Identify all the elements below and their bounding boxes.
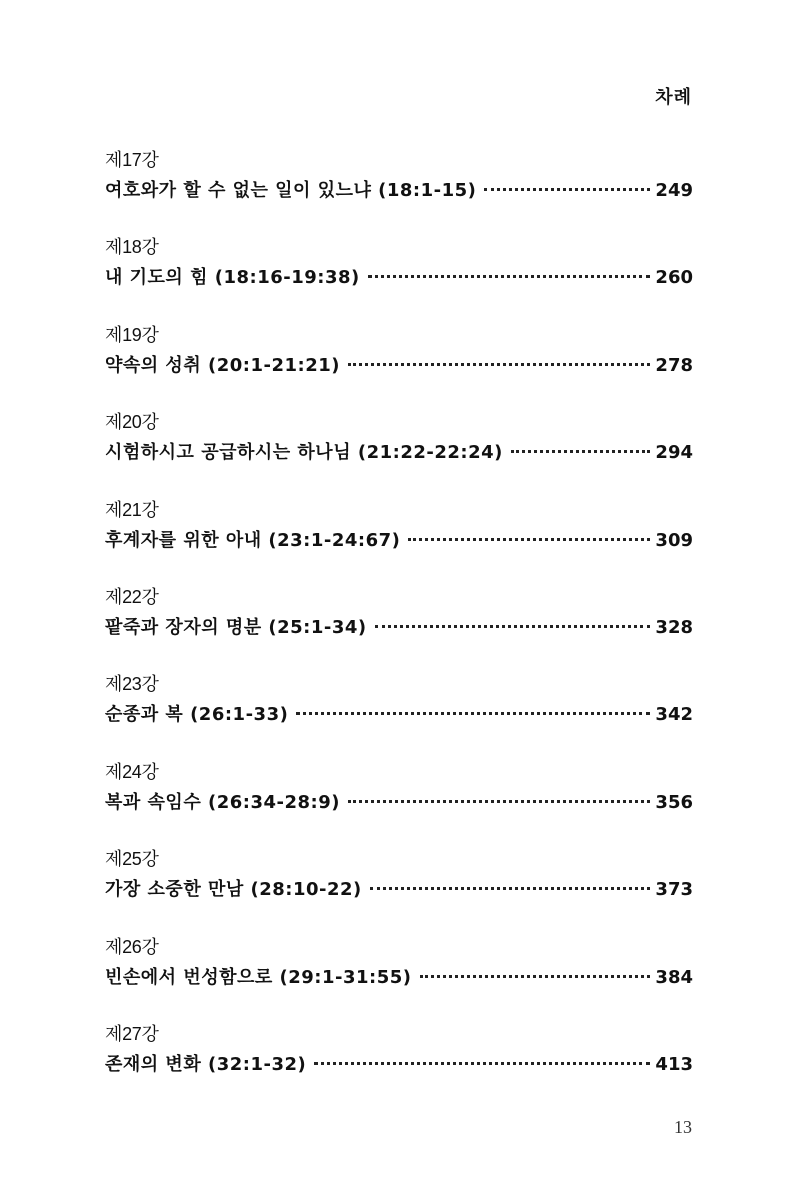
entry-page-number: 342 — [655, 704, 693, 726]
dot-leader — [370, 887, 651, 890]
entry-line — [105, 263, 693, 289]
toc-entry[interactable] — [105, 323, 693, 410]
lecture-number: 제17강 — [105, 150, 159, 170]
toc-entry[interactable] — [105, 760, 693, 847]
entry-page-number: 413 — [655, 1053, 693, 1075]
page-number: 13 — [674, 1117, 692, 1137]
lecture-number: 제21강 — [105, 499, 159, 520]
toc-entry[interactable] — [105, 847, 693, 934]
entry-page-number: 356 — [655, 791, 693, 813]
entry-title: 팥죽과 장자의 명분 (25:1-34) — [105, 616, 367, 638]
toc-entry[interactable] — [105, 148, 693, 235]
table-of-contents — [105, 148, 693, 1109]
entry-page-number: 373 — [655, 879, 693, 901]
lecture-number: 제24강 — [105, 761, 159, 782]
dot-leader — [348, 800, 650, 803]
lecture-number: 제26강 — [105, 936, 159, 957]
entry-title: 여호와가 할 수 없는 일이 있느냐 (18:1-15) — [105, 180, 477, 201]
lecture-number: 제19강 — [105, 324, 159, 345]
entry-title: 순종과 복 (26:1-33) — [105, 704, 289, 726]
entry-page-number: 384 — [655, 966, 693, 988]
entry-page-number: 260 — [655, 267, 693, 289]
entry-line — [105, 700, 693, 726]
entry-line — [105, 613, 693, 639]
entry-title: 존재의 변화 (32:1-32) — [105, 1053, 307, 1075]
entry-line — [105, 1050, 693, 1076]
dot-leader — [314, 1062, 650, 1065]
entry-title: 복과 속임수 (26:34-28:9) — [105, 791, 340, 813]
toc-entry[interactable] — [105, 235, 693, 322]
entry-line — [105, 963, 693, 989]
lecture-number: 제18강 — [105, 237, 159, 258]
entry-line — [105, 788, 693, 814]
entry-page-number: 328 — [655, 616, 693, 638]
lecture-number: 제27강 — [105, 1023, 159, 1044]
toc-entry[interactable] — [105, 672, 693, 759]
entry-line — [105, 176, 693, 202]
entry-line — [105, 351, 693, 377]
entry-page-number: 278 — [655, 354, 693, 376]
dot-leader — [408, 538, 650, 541]
entry-title: 빈손에서 번성함으로 (29:1-31:55) — [105, 966, 412, 988]
entry-line — [105, 526, 693, 552]
dot-leader — [511, 450, 651, 453]
toc-entry[interactable] — [105, 498, 693, 585]
toc-entry[interactable] — [105, 935, 693, 1022]
dot-leader — [420, 975, 651, 978]
entry-title: 시험하시고 공급하시는 하나님 (21:22-22:24) — [105, 442, 503, 464]
toc-entry[interactable] — [105, 1022, 693, 1109]
lecture-number: 제25강 — [105, 849, 159, 870]
entry-page-number: 249 — [655, 180, 693, 201]
entry-title: 가장 소중한 만남 (28:10-22) — [105, 879, 362, 901]
toc-entry[interactable] — [105, 410, 693, 497]
entry-page-number: 294 — [655, 442, 693, 464]
dot-leader — [368, 275, 651, 278]
entry-page-number: 309 — [655, 529, 693, 551]
dot-leader — [375, 625, 651, 628]
entry-title: 내 기도의 힘 (18:16-19:38) — [105, 267, 360, 289]
entry-title: 약속의 성취 (20:1-21:21) — [105, 354, 340, 376]
dot-leader — [296, 712, 650, 715]
lecture-number: 제22강 — [105, 586, 159, 607]
lecture-number: 제20강 — [105, 412, 159, 433]
toc-entry[interactable] — [105, 585, 693, 672]
dot-leader — [348, 363, 650, 366]
entry-title: 후계자를 위한 아내 (23:1-24:67) — [105, 529, 401, 551]
entry-line — [105, 438, 693, 464]
dot-leader — [484, 188, 650, 191]
running-header-title: 차례 — [655, 87, 692, 108]
lecture-number: 제23강 — [105, 674, 159, 695]
entry-line — [105, 875, 693, 901]
